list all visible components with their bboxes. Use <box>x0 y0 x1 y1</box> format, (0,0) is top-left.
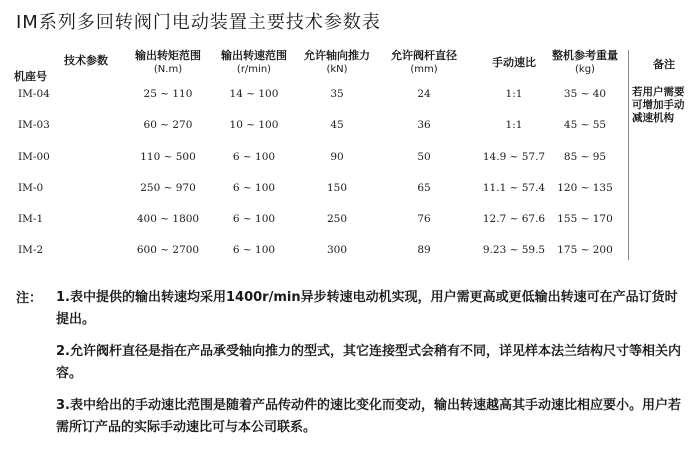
row-torque: 60 ~ 270 <box>143 119 193 131</box>
row-weight: 35 ~ 40 <box>563 88 607 100</box>
note-item: 1.表中提供的输出转速均采用1400r/min异步转速电动机实现，用户需更高或更低输出转速可在产品订货时提出。 <box>56 290 678 327</box>
row-model: IM-00 <box>18 151 50 163</box>
row-diameter: 50 <box>417 151 431 163</box>
row-ratio: 11.1 ~ 57.4 <box>482 182 546 194</box>
row-torque: 25 ~ 110 <box>143 88 193 100</box>
header-speed-label: 输出转速范围 <box>221 49 287 62</box>
row-diameter: 36 <box>417 119 431 131</box>
header-torque <box>122 49 214 77</box>
header-weight-unit: (kg) <box>575 64 595 75</box>
row-speed: 6 ~ 100 <box>232 182 276 194</box>
row-model: IM-2 <box>18 244 44 256</box>
row-thrust: 45 <box>330 119 344 131</box>
row-thrust: 150 <box>326 182 348 194</box>
row-ratio: 1:1 <box>505 119 523 131</box>
row-speed: 10 ~ 100 <box>229 119 279 131</box>
row-model: IM-03 <box>18 119 50 131</box>
row-model: IM-1 <box>18 213 44 225</box>
row-torque: 110 ~ 500 <box>140 151 196 163</box>
row-weight: 175 ~ 200 <box>557 244 613 256</box>
row-diameter: 89 <box>417 244 431 256</box>
row-diameter: 24 <box>417 88 431 100</box>
page-title: IM系列多回转阀门电动装置主要技术参数表 <box>16 12 381 33</box>
header-ratio-label: 手动速比 <box>492 56 536 69</box>
header-weight-label: 整机参考重量 <box>552 49 618 62</box>
row-torque: 400 ~ 1800 <box>136 213 200 225</box>
row-ratio: 14.9 ~ 57.7 <box>482 151 546 163</box>
row-thrust: 300 <box>326 244 348 256</box>
row-speed: 14 ~ 100 <box>229 88 279 100</box>
row-ratio: 9.23 ~ 59.5 <box>482 244 546 256</box>
header-thrust-label: 允许轴向推力 <box>304 49 370 62</box>
row-speed: 6 ~ 100 <box>232 213 276 225</box>
header-speed <box>210 49 298 77</box>
notes-label: 注： <box>16 291 43 306</box>
header-weight <box>540 49 630 77</box>
remark-text: 若用户需要可增加手动减速机构 <box>632 86 685 124</box>
row-ratio: 12.7 ~ 67.6 <box>482 213 546 225</box>
row-thrust: 90 <box>330 151 344 163</box>
row-weight: 85 ~ 95 <box>563 151 607 163</box>
header-diameter <box>382 49 466 77</box>
row-thrust: 250 <box>326 213 348 225</box>
header-diameter-unit: (mm) <box>410 64 438 75</box>
row-weight: 45 ~ 55 <box>563 119 607 131</box>
header-thrust-unit: (kN) <box>326 64 348 75</box>
corner-header-bottom: 机座号 <box>14 70 47 83</box>
row-model: IM-04 <box>18 88 50 100</box>
row-diameter: 76 <box>417 213 431 225</box>
row-speed: 6 ~ 100 <box>232 244 276 256</box>
header-torque-unit: (N.m) <box>153 64 183 75</box>
corner-header-top: 技术参数 <box>64 54 108 67</box>
header-torque-label: 输出转矩范围 <box>135 49 201 62</box>
row-thrust: 35 <box>330 88 344 100</box>
header-diameter-label: 允许阀杆直径 <box>391 49 457 62</box>
row-ratio: 1:1 <box>505 88 523 100</box>
row-torque: 600 ~ 2700 <box>136 244 200 256</box>
note-item: 3.表中给出的手动速比范围是随着产品传动件的速比变化而变动，输出转速越高其手动速比相应要小。用户若需所订产品的实际手动速比可与本公司联系。 <box>56 398 681 435</box>
header-thrust <box>294 49 380 77</box>
row-weight: 120 ~ 135 <box>557 182 613 194</box>
header-remark-label: 备注 <box>653 58 675 71</box>
note-item: 2.允许阀杆直径是指在产品承受轴向推力的型式，其它连接型式会稍有不同，详见样本法兰结构尺寸等相关内容。 <box>56 344 681 381</box>
header-speed-unit: (r/min) <box>236 64 272 75</box>
row-model: IM-0 <box>18 182 44 194</box>
row-diameter: 65 <box>417 182 431 194</box>
row-torque: 250 ~ 970 <box>140 182 196 194</box>
row-weight: 155 ~ 170 <box>557 213 613 225</box>
row-speed: 6 ~ 100 <box>232 151 276 163</box>
header-remark <box>644 58 684 72</box>
